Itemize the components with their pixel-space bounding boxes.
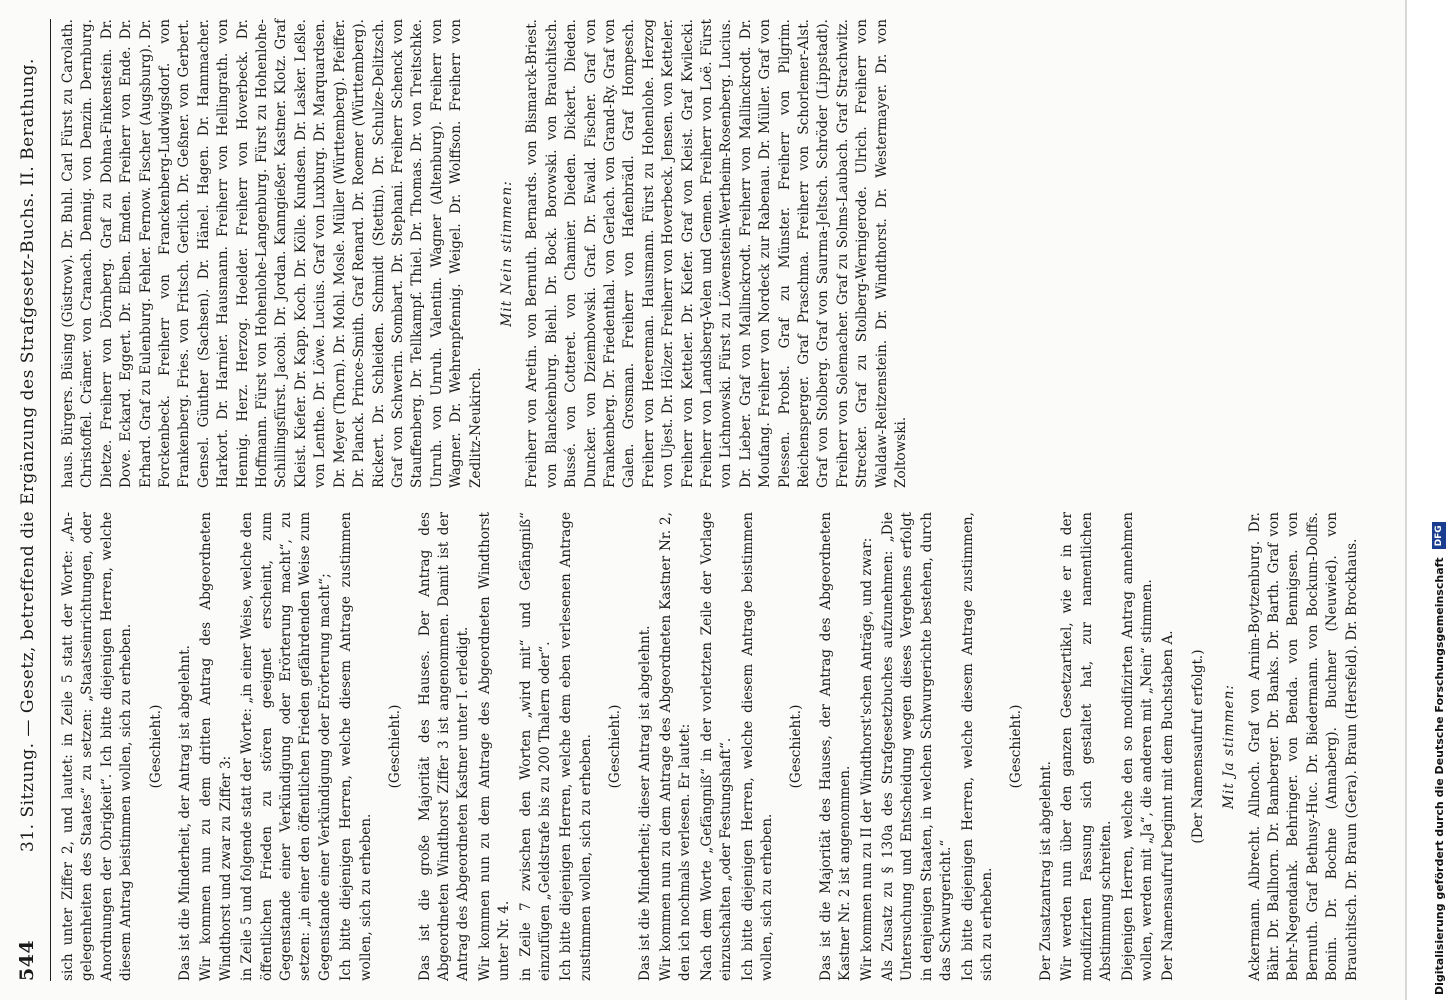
paragraph: Wir kommen nun zu dem Antrage des Abgeordneten Kastner Nr. 2, den ich nochmals verlesen. Er lautet:	[657, 512, 694, 981]
paragraph: Wir kommen nun zu dem Antrage des Abgeordneten Windthorst unter Nr. 4.	[476, 512, 513, 981]
stage-direction: (Geschieht.)	[147, 704, 164, 789]
paragraph: Als Zusatz zu § 130a des Strafgesetzbuches aufzunehmen: „Die Untersuchung und Entscheidung wegen dieses Vergehens erfolgt in denjenigen Staaten, in welchen Schwurgerichte bestehen, durch das Schwurgericht.“	[880, 512, 955, 981]
stage-direction: (Der Namensaufruf erfolgt.)	[1189, 649, 1206, 844]
paragraph: Das ist die Minderheit; dieser Antrag ist abgelehnt.	[636, 625, 653, 981]
dfg-logo: DFG	[1432, 522, 1446, 549]
paragraph: sich unter Ziffer 2, und lautet: in Zeile 5 statt der Worte: „An-gelegenheiten des Staates“ zu setzen: „Staatseinrichtungen, oder Anordnungen der Obrigkeit“. Ich bitte diejenigen Herren, welche diesem Antrag beistimmen wollen, sich zu erheben.	[60, 512, 135, 981]
paragraph: haus. Bürgers. Büsing (Güstrow). Dr. Buhl. Carl Fürst zu Carolath. Christoffel. Crämer. von Cranach. Dennig. von Denzin. Dernburg. Dietze. Freiherr von Dörnberg. Graf zu Dohna-Finkenstein. Dr. Dove. Eckard. Eggert. Dr. Elben. Emden. Freiherr von Ende. Dr. Erhard. Graf zu Eulenburg. Fehler. Fernow. Fischer (Augsburg). Dr. Forckenbeck. Freiherr von Franckenberg-Ludwigsdorf. von Frankenberg. Fries. von Fritsch. Gerlich. Dr. Geßner. von Gerbert. Gensel. Günther (Sachsen). Dr. Hänel. Hagen. Dr. Hammacher. Harkort. Dr. Harnier. Hausmann. Freiherr von Hellingrath. von Hennig. Herz. Herzog. Hoelder. Freiherr von Hoverbeck. Dr. Hoffmann. Fürst von Hohenlohe-Langenburg. Fürst zu Hohenlohe-Schillingsfürst. Jacobi. Dr. Jordan. Kanngießer. Kastner. Klotz. Graf Kleist. Kiefer. Dr. Kapp. Koch. Dr. Kölle. Kundsen. Dr. Lasker. Leßle. von Lenthe. Dr. Löwe. Lucius. Graf von Luxburg. Dr. Marquardsen. Dr. Meyer (Thorn). Dr. Mohl. Mosle. Müller (Württemberg). Pfeiffer. Dr. Planck. Prince-Smith. Graf Renard. Dr. Roemer (Württemberg). Rickert. Dr. Schleiden. Schmidt (Stettin). Dr. Schulze-Delitzsch. Graf von Schwerin. Sombart. Dr. Stephani. Freiherr Schenck von Stauffenberg. Dr. Tellkampf. Thiel. Dr. Thomas. Dr. von Treitschke. Unruh. von Unruh. Valentin. Wagner (Altenburg). Freiherr von Wagner. Dr. Wehrenpfennig. Weigel. Dr. Wolffson. Freiherr von Zedlitz-Neukirch.	[60, 19, 484, 488]
stage-direction: (Geschieht.)	[1008, 704, 1025, 789]
paragraph: Ich bitte diejenigen Herren, welche diesem Antrage zustimmen, sich zu erheben.	[959, 512, 996, 981]
paragraph: Das ist die Majorität des Hauses, der Antrag des Abgeordneten Kastner Nr. 2 ist angenommen.	[817, 512, 854, 981]
paragraph: Das ist die Minderheit, der Antrag ist abgelehnt.	[177, 645, 194, 981]
paragraph: in Zeile 5 und folgende statt der Worte: „in einer Weise, welche den öffentlichen Frieden zu stören geeignet erscheint, zum Gegenstande einer Verkündigung oder Erörterung macht“, zu setzen: „in einer den öffentlichen Frieden gefährdenden Weise zum Gegenstande einer Verkündigung oder Erörterung macht“;	[239, 512, 333, 981]
paragraph: Nach dem Worte „Gefängniß“ in der vorletzten Zeile der Vorlage einzuschalten „oder Festungshaft“.	[698, 512, 735, 981]
paragraph: Freiherr von Aretin. von Bernuth. Bernards. von Bismarck-Briest. von Blanckenburg. Biehl. Dr. Bock. Borowski. von Brauchitsch. Bussé. von Cotteret. von Chamier. Dieden. Dickert. Dieden. Duncker. von Dziembowski. Graf. Dr. Ewald. Fischer. Graf von Frankenberg. Dr. Friedenthal. von Gerlach. von Grand-Ry. Graf von Galen. Grosman. Freiherr von Hafenbrädl. Graf Hompesch. Freiherr von Heereman. Hausmann. Fürst zu Hohenlohe. Herzog von Ujest. Dr. Hölzer. Freiherr von Hoverbeck. Jensen. von Ketteler. Freiherr von Ketteler. Dr. Kiefer. Graf von Kleist. Graf Kwilecki. Freiherr von Landsberg-Velen und Gemen. Freiherr von Loë. Fürst von Lichnowski. Fürst zu Löwenstein-Wertheim-Rosenberg. Lucius. Dr. Lieber. Graf von Mallinckrodt. Freiherr von Mallinckrodt. Dr. Moufang. Freiherr von Nordeck zur Rabenau. Dr. Müller. Graf von Plessen. Probst. Graf zu Münster. Freiherr von Pilgrim. Reichensperger. Graf Praschma. Freiherr von Schorlemer-Alst. Graf von Stolberg. Graf von Saurma-Jeltsch. Schröder (Lippstadt). Freiherr von Solemacher. Graf zu Solms-Laubach. Graf Strachwitz. Strecker. Graf zu Stolberg-Wernigerode. Ulrich. Freiherr von Waldaw-Reitzenstein. Dr. Windthorst. Dr. Westermayer. Dr. von Zoltowski.	[524, 19, 910, 488]
stage-direction: (Geschieht.)	[607, 704, 624, 789]
page-number: 544	[16, 939, 38, 981]
paragraph: Ich bitte diejenigen Herren, welche diesem Antrage beistimmen wollen, sich zu erheben.	[739, 512, 775, 981]
running-head-title: 31. Sitzung. — Gesetz, betreffend die Ergänzung des Strafgesetz-Buchs. II. Berathung.	[18, 58, 38, 852]
right-column	[59, 19, 1379, 488]
left-column	[59, 512, 1379, 981]
paragraph: Das ist die große Majorität des Hauses. Der Antrag des Abgeordneten Windthorst Ziffer 3 ist angenommen. Damit ist der Antrag des Abgeordneten Kastner unter I. erledigt.	[416, 512, 472, 981]
paragraph: Wir kommen nun zu dem dritten Antrag des Abgeordneten Windthorst und zwar zu Ziffer 3:	[198, 512, 234, 981]
rotated-page-content	[10, 5, 1390, 995]
vote-heading: Mit Nein stimmen:	[498, 180, 515, 327]
paragraph: Diejenigen Herren, welche den so modifizirten Antrag annehmen wollen, werden mit „Ja“, die anderen mit „Nein“ stimmen.	[1119, 512, 1155, 981]
text-columns	[59, 19, 1379, 981]
watermark-text: Digitalisierung gefördert durch die Deutsche Forschungsgemeinschaft	[1432, 557, 1446, 995]
paragraph: Der Zusatzantrag ist abgelehnt.	[1037, 761, 1054, 981]
side-watermark	[1406, 0, 1446, 1000]
stage-direction: (Geschieht.)	[788, 704, 805, 789]
paragraph: Ich bitte diejenigen Herren, welche diesem Antrage zustimmen wollen, sich zu erheben.	[338, 512, 374, 981]
paragraph: in Zeile 7 zwischen den Worten „wird mit“ und Gefängniß“ einzufügen „Geldstrafe bis zu 200 Thalern oder“.	[517, 512, 553, 981]
stage-direction: (Geschieht.)	[387, 704, 404, 789]
paragraph: Wir werden nun über den ganzen Gesetzartikel, wie er in der modifizirten Fassung sich gestaltet hat, zur namentlichen Abstimmung schreiten.	[1059, 512, 1115, 981]
paragraph: Wir kommen nun zu II der Windthorst'schen Anträge, und zwar:	[858, 537, 875, 981]
paragraph: Der Namensaufruf beginnt mit dem Buchstaben A.	[1160, 630, 1177, 981]
paragraph: Ich bitte diejenigen Herren, welche dem eben verlesenen Antrage zustimmen wollen, sich zu erheben.	[558, 512, 594, 981]
vote-heading: Mit Ja stimmen:	[1221, 684, 1238, 809]
paragraph: Ackermann. Albrecht. Allnoch. Graf von Arnim-Boytzenburg. Dr. Bähr. Dr. Ballhorn. Dr. Bamberger. Dr. Banks. Dr. Barth. Graf von Behr-Negendank. Behringer. von Benda. von Bennigsen. von Bernuth. Graf Bethusy-Huc. Dr. Biedermann. von Bockum-Dolffs. Bonin. Dr. Bochne (Annaberg). Buchner (Neuwied). von Brauchitsch. Dr. Braun (Gera). Braun (Hersfeld). Dr. Brockhaus.	[1246, 512, 1360, 981]
running-head	[16, 19, 51, 981]
